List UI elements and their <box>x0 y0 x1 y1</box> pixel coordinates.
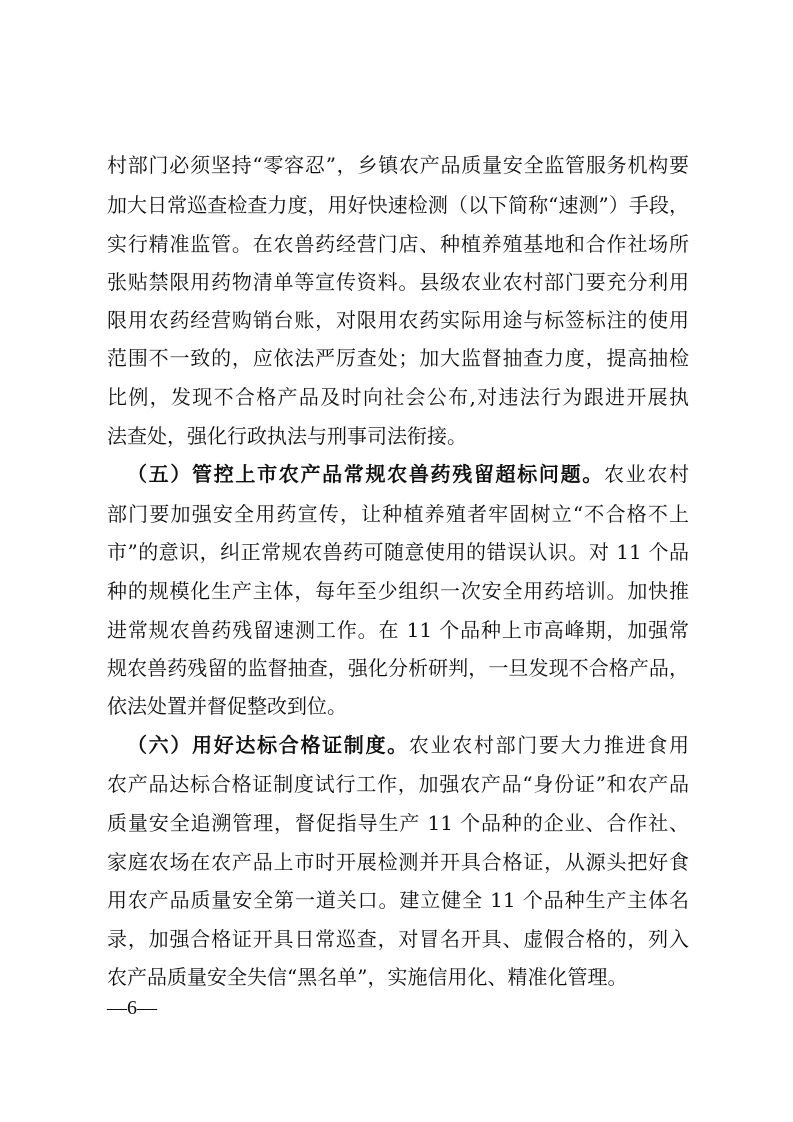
section-5-line: 种的规模化生产主体，每年至少组织一次安全用药培训。加快推 <box>107 579 689 603</box>
section-5-line: 依法处置并督促整改到位。 <box>107 694 347 718</box>
paragraph-line: 范围不一致的，应依法严厉查处；加大监督抽查力度，提高抽检 <box>107 346 689 370</box>
section-6-line: 农产品质量安全失信“黑名单”，实施信用化、精准化管理。 <box>107 965 628 989</box>
paragraph-line: 加大日常巡查检查力度，用好快速检测（以下简称“速测”）手段， <box>107 193 689 217</box>
paragraph-line: 限用农药经营购销台账，对限用农药实际用途与标签标注的使用 <box>107 308 689 332</box>
page-number: —6— <box>107 997 157 1019</box>
paragraph-line: 村部门必须坚持“零容忍”，乡镇农产品质量安全监管服务机构要 <box>107 153 689 177</box>
section-5-line: 进常规农兽药残留速测工作。在 11 个品种上市高峰期，加强常 <box>107 618 689 642</box>
section-5-intro-text: 农业农村 <box>603 462 690 486</box>
paragraph-line: 法查处，强化行政执法与刑事司法衔接。 <box>107 424 467 448</box>
section-6-line: 质量安全追溯管理，督促指导生产 11 个品种的企业、合作社、 <box>107 811 689 835</box>
paragraph-line: 比例，发现不合格产品及时向社会公布,对违法行为跟进开展执 <box>107 385 689 409</box>
paragraph-line: 张贴禁限用药物清单等宣传资料。县级农业农村部门要充分利用 <box>107 270 689 294</box>
section-5-heading: （五）管控上市农产品常规农兽药残留超标问题。 <box>127 462 604 486</box>
section-6-first-line <box>127 731 689 759</box>
paragraph-line: 实行精准监管。在农兽药经营门店、种植养殖基地和合作社场所 <box>107 232 689 256</box>
section-5-line: 部门要加强安全用药宣传，让种植养殖者牢固树立“不合格不上 <box>107 502 689 526</box>
section-6-line: 家庭农场在农产品上市时开展检测并开具合格证，从源头把好食 <box>107 850 689 874</box>
section-6-line: 录，加强合格证开具日常巡查，对冒名开具、虚假合格的，列入 <box>107 927 689 951</box>
section-5-line: 规农兽药残留的监督抽查，强化分析研判，一旦发现不合格产品， <box>107 656 689 680</box>
section-5-line: 市”的意识，纠正常规农兽药可随意使用的错误认识。对 11 个品 <box>107 540 689 564</box>
section-5-first-line <box>127 460 689 488</box>
section-6-intro-text: 农业农村部门要大力推进食用 <box>408 733 690 757</box>
section-6-heading: （六）用好达标合格证制度。 <box>127 733 409 757</box>
section-6-line: 农产品达标合格证制度试行工作，加强农产品“身份证”和农产品 <box>107 772 689 796</box>
section-6-line: 用农产品质量安全第一道关口。建立健全 11 个品种生产主体名 <box>107 888 689 912</box>
